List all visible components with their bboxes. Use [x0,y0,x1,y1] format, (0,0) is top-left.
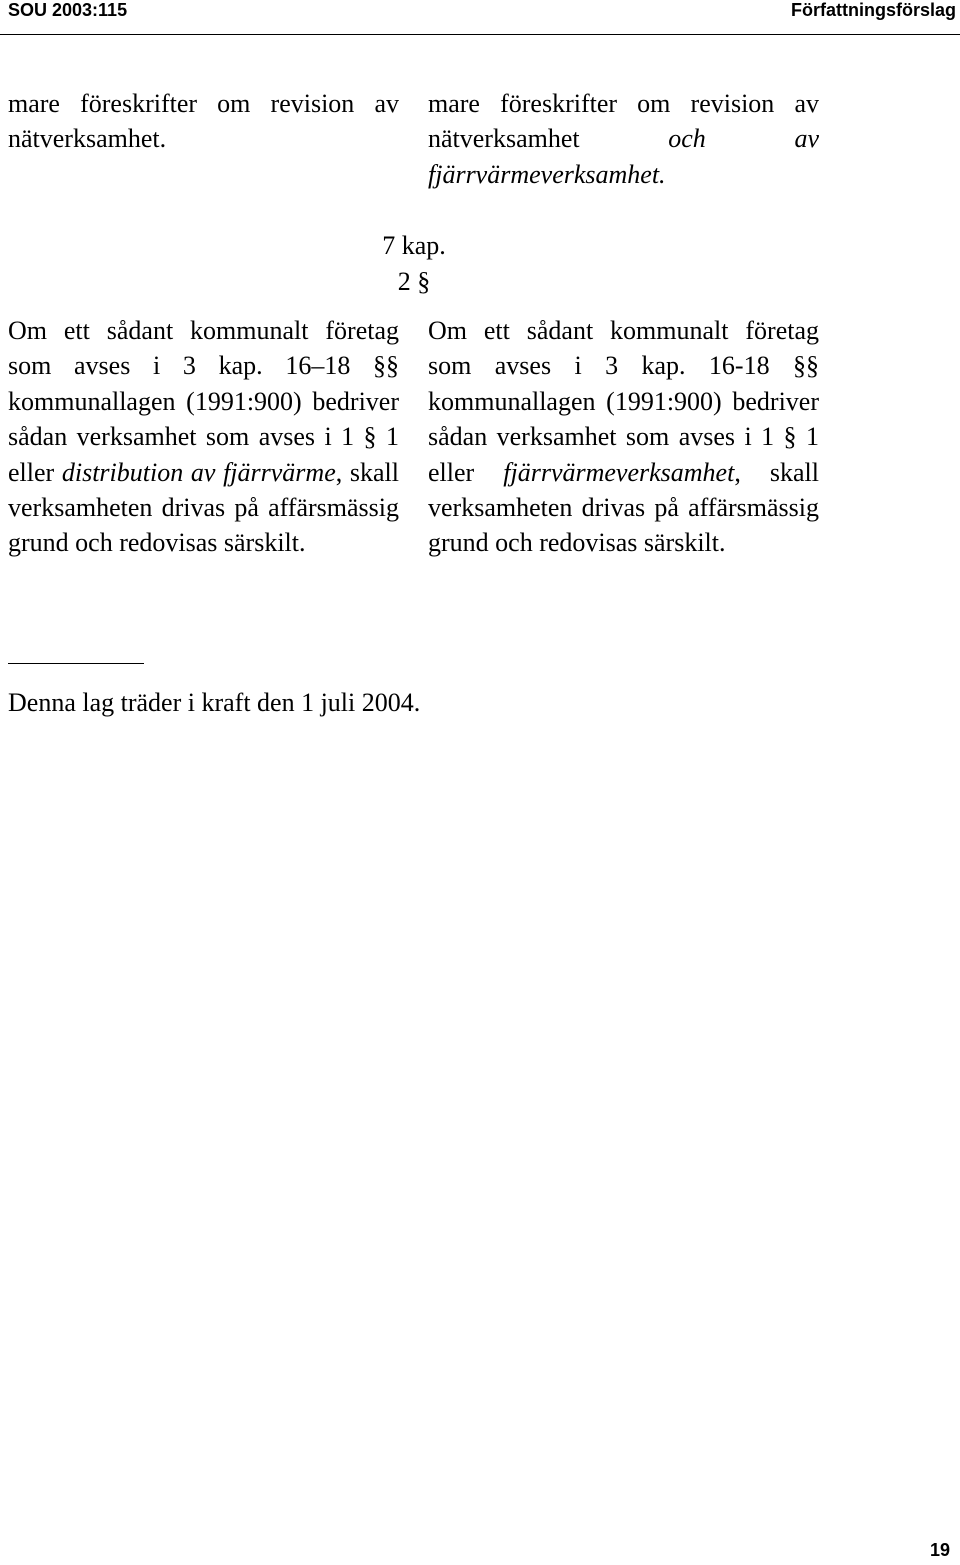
left-body-paragraph [8,313,399,561]
paragraph-heading: 2 § [397,267,431,296]
chapter-heading: 7 kap. [382,231,446,260]
right-body-text-1: Om ett sådant kommunalt företag som avses i 3 kap. 16-18 §§ kommunallagen (1991:900) bedriver sådan verksamhet som avses i 1 § 1 eller [428,316,819,487]
right-body-text-2: , skall verksamheten drivas på affärsmässig grund och redovisas särskilt. [428,457,820,558]
left-column-body [8,313,399,561]
right-column-intro [428,86,819,192]
entry-into-force-note: Denna lag träder i kraft den 1 juli 2004. [8,688,421,717]
document-reference: SOU 2003:115 [8,0,128,20]
left-column-intro [8,86,399,157]
right-body-paragraph [428,313,819,561]
right-intro-paragraph [428,86,819,192]
left-intro-text: mare föreskrifter om revision av nätverksamhet. [8,89,399,154]
left-body-text-1: Om ett sådant kommunalt företag som avses i 3 kap. 16–18 §§ kommunallagen (1991:900) bedriver sådan verksamhet som avses i 1 § 1 eller [8,316,399,487]
left-body-italic: distribution av fjärrvärme [61,457,336,487]
left-body-text-2: , skall verksamheten drivas på affärsmässig grund och redovisas särskilt. [8,457,399,558]
right-intro-text: mare föreskrifter om revision av nätverksamhet [428,89,819,154]
footnote-divider [8,663,144,664]
page-header [0,0,960,35]
page-number: 19 [929,1540,950,1560]
right-column-body [428,313,819,561]
right-intro-italic: och av fjärrvärmeverksamhet. [428,124,819,189]
section-title: Författningsförslag [791,0,956,20]
right-body-italic: fjärrvärmeverksamhet [503,457,735,487]
